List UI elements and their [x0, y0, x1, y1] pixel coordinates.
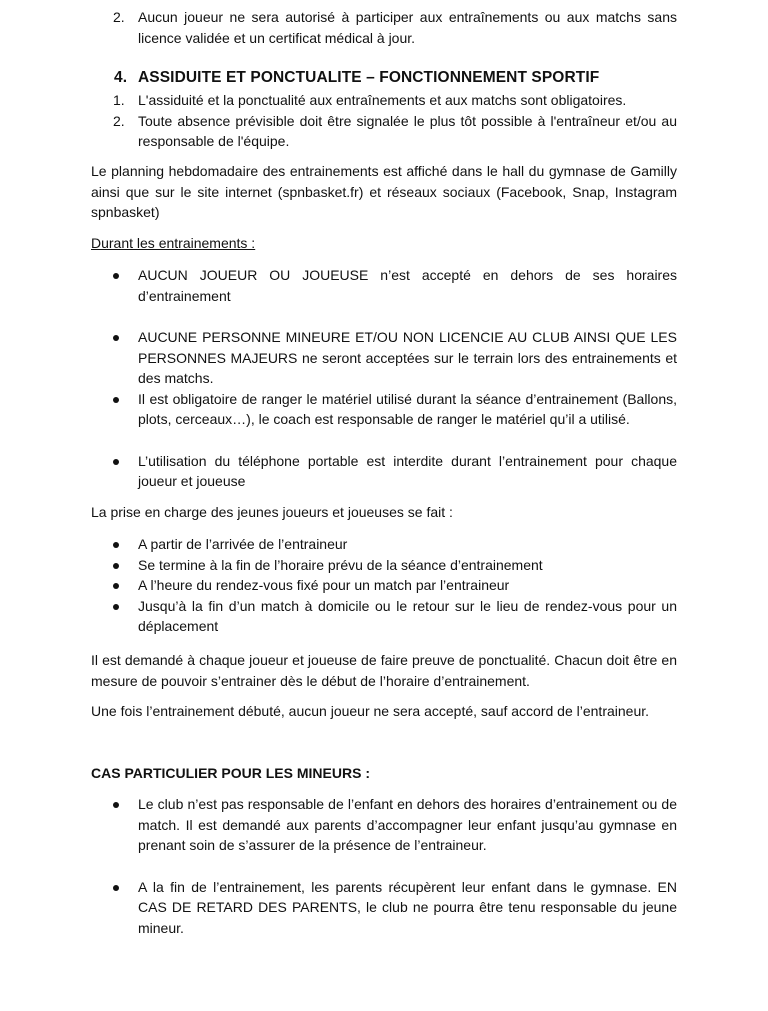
bullet-item: [91, 327, 677, 389]
bullet-dot: [113, 459, 119, 465]
bullet-item: [91, 265, 677, 306]
section-number: 4.: [114, 69, 128, 86]
bullet-item: [91, 794, 677, 856]
bullet-dot: [113, 542, 119, 548]
bullet-text: A partir de l’arrivée de l’entraineur: [138, 536, 348, 552]
cas-particulier-heading: CAS PARTICULIER POUR LES MINEURS :: [91, 765, 370, 781]
list-item: [91, 90, 677, 111]
prise-bullet-list: [91, 534, 677, 637]
section-heading: [114, 69, 599, 87]
bullet-text: AUCUNE PERSONNE MINEURE ET/OU NON LICENCIE AU CLUB AINSI QUE LES PERSONNES MAJEURS ne seront acceptées sur le terrain lors des entrainements et des matchs.: [138, 329, 677, 386]
list-item: [91, 111, 677, 152]
bullet-item: [91, 534, 677, 555]
list-item-text: Toute absence prévisible doit être signalée le plus tôt possible à l'entraîneur et/ou au responsable de l'équipe.: [138, 112, 677, 149]
ponctualite-paragraph: Il est demandé à chaque joueur et joueuse de faire preuve de ponctualité. Chacun doit être en mesure de pouvoir s’entrainer dès le début de l’horaire d’entrainement.: [91, 652, 677, 689]
bullet-text: Le club n’est pas responsable de l’enfant en dehors des horaires d’entrainement ou de match. Il est demandé aux parents d’accompagner leur enfant jusqu’au gymnase en prenant soin de s’assurer de la présence de l’entraineur.: [138, 796, 677, 853]
list-item-text: L'assiduité et la ponctualité aux entraînements et aux matchs sont obligatoires.: [138, 92, 627, 108]
durant-heading: Durant les entrainements :: [91, 235, 256, 251]
section-title: ASSIDUITE ET PONCTUALITE – FONCTIONNEMENT SPORTIF: [138, 69, 600, 86]
bullet-text: L’utilisation du téléphone portable est interdite durant l’entrainement pour chaque joueur et joueuse: [138, 452, 677, 489]
bullet-text: Jusqu’à la fin d’un match à domicile ou le retour sur le lieu de rendez-vous pour un déplacement: [138, 597, 677, 634]
bullet-dot: [113, 604, 119, 610]
bullet-item: [91, 389, 677, 430]
bullet-text: A l’heure du rendez-vous fixé pour un match par l’entraineur: [138, 577, 510, 593]
bullet-item: [91, 575, 677, 596]
bullet-dot: [113, 335, 119, 341]
durant-bullet-list: [91, 265, 677, 492]
bullet-dot: [113, 563, 119, 569]
bullet-text: Il est obligatoire de ranger le matériel utilisé durant la séance d’entrainement (Ballons, plots, cerceaux…), le coach est responsable de ranger le matériel qu’il a utilisé.: [138, 390, 677, 427]
bullet-item: [91, 451, 677, 492]
bullet-text: Se termine à la fin de l’horaire prévu de la séance d’entrainement: [138, 556, 543, 573]
prise-heading: La prise en charge des jeunes joueurs et joueuses se fait :: [91, 504, 453, 520]
cas-bullet-list: [91, 794, 677, 938]
bullet-dot: [113, 802, 119, 808]
bullet-dot: [113, 273, 119, 279]
list-number: 2.: [113, 9, 125, 25]
planning-paragraph: Le planning hebdomadaire des entrainements est affiché dans le hall du gymnase de Gamilly ainsi que sur le site internet (spnbasket.fr) et réseaux sociaux (Facebook, Snap, Instagram spnbasket): [91, 163, 677, 220]
bullet-item: [91, 596, 677, 637]
list-number: 1.: [113, 92, 125, 108]
bullet-dot: [113, 583, 119, 589]
bullet-text: A la fin de l’entrainement, les parents récupèrent leur enfant dans le gymnase. EN CAS DE RETARD DES PARENTS, le club ne pourra être tenu responsable du jeune mineur.: [138, 878, 677, 936]
bullet-item: [91, 877, 677, 939]
bullet-dot: [113, 397, 119, 403]
list-item: [91, 7, 677, 48]
list-number: 2.: [113, 112, 125, 129]
bullet-dot: [113, 885, 119, 891]
list-item-text: Aucun joueur ne sera autorisé à participer aux entraînements ou aux matchs sans licence validée et un certificat médical à jour.: [138, 9, 677, 46]
debut-paragraph: Une fois l’entrainement débuté, aucun joueur ne sera accepté, sauf accord de l’entraineur.: [91, 703, 650, 719]
bullet-text: AUCUN JOUEUR OU JOUEUSE n’est accepté en dehors de ses horaires d’entrainement: [138, 267, 677, 304]
section4-list: [91, 90, 677, 152]
bullet-item: [91, 555, 677, 576]
rules-list-continued: [91, 7, 677, 48]
